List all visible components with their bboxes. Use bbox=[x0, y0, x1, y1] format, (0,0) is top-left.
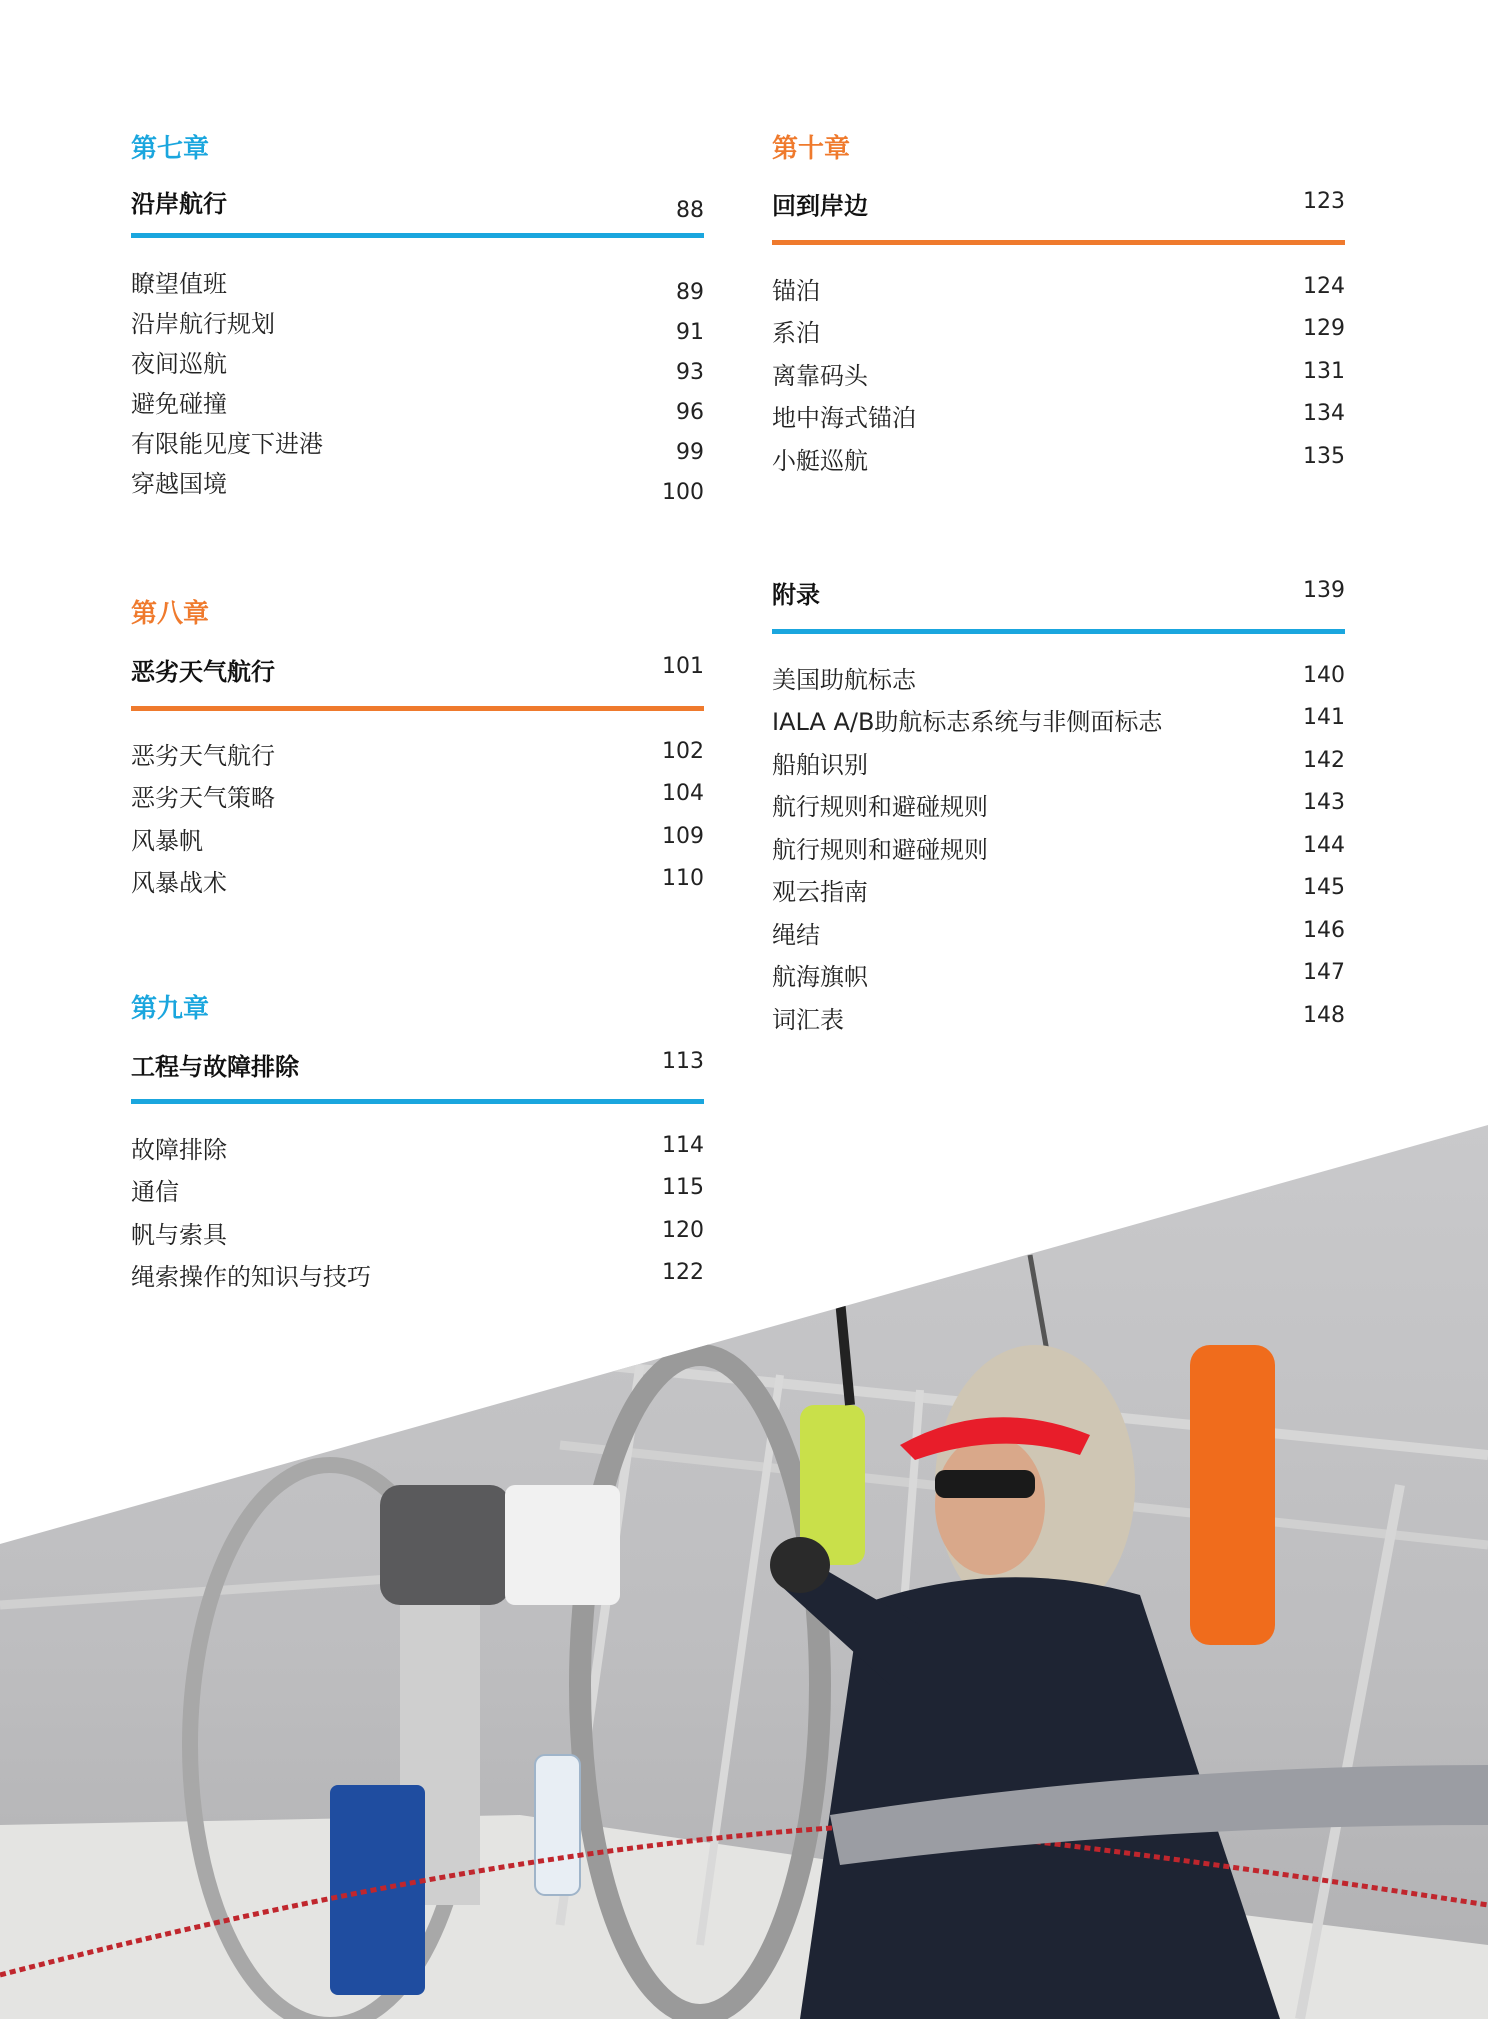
toc-item[interactable]: 穿越国境 bbox=[131, 470, 227, 498]
section-page-number: 113 bbox=[662, 1049, 704, 1074]
toc-page-number: 145 bbox=[1303, 875, 1345, 900]
toc-page-number: 148 bbox=[1303, 1003, 1345, 1028]
toc-item[interactable]: 风暴帆 bbox=[131, 827, 203, 855]
toc-page-number: 143 bbox=[1303, 790, 1345, 815]
toc-page-number: 89 bbox=[676, 280, 704, 305]
toc-page-number: 115 bbox=[662, 1175, 704, 1200]
toc-item[interactable]: 航海旗帜 bbox=[772, 963, 868, 991]
toc-item[interactable]: 通信 bbox=[131, 1178, 179, 1206]
toc-page-number: 140 bbox=[1303, 663, 1345, 688]
toc-page-number: 129 bbox=[1303, 316, 1345, 341]
toc-item[interactable]: 地中海式锚泊 bbox=[772, 404, 916, 432]
toc-item[interactable]: 词汇表 bbox=[772, 1006, 844, 1034]
toc-page-number: 120 bbox=[662, 1218, 704, 1243]
section-page-number: 101 bbox=[662, 654, 704, 679]
toc-page-number: 91 bbox=[676, 320, 704, 345]
toc-item[interactable]: 航行规则和避碰规则 bbox=[772, 793, 988, 821]
toc-item[interactable]: 风暴战术 bbox=[131, 869, 227, 897]
toc-item[interactable]: 沿岸航行规划 bbox=[131, 310, 275, 338]
toc-item[interactable]: 绳索操作的知识与技巧 bbox=[131, 1263, 371, 1291]
toc-item[interactable]: 美国助航标志 bbox=[772, 666, 916, 694]
toc-page-number: 141 bbox=[1303, 705, 1345, 730]
toc-item[interactable]: 锚泊 bbox=[772, 277, 820, 305]
toc-page-number: 93 bbox=[676, 360, 704, 385]
toc-item[interactable]: 恶劣天气航行 bbox=[131, 742, 275, 770]
toc-page-number: 104 bbox=[662, 781, 704, 806]
toc-page-number: 96 bbox=[676, 400, 704, 425]
toc-page-number: 135 bbox=[1303, 444, 1345, 469]
toc-page-number: 124 bbox=[1303, 274, 1345, 299]
toc-item[interactable]: 瞭望值班 bbox=[131, 270, 227, 298]
section-divider bbox=[772, 240, 1345, 245]
chapter-label: 第十章 bbox=[772, 134, 851, 164]
toc-page-number: 122 bbox=[662, 1260, 704, 1285]
toc-page-number: 114 bbox=[662, 1133, 704, 1158]
toc-page-number: 110 bbox=[662, 866, 704, 891]
toc-page-number: 134 bbox=[1303, 401, 1345, 426]
toc-item[interactable]: 系泊 bbox=[772, 319, 820, 347]
section-title[interactable]: 回到岸边 bbox=[772, 192, 868, 220]
toc-page-number: 131 bbox=[1303, 359, 1345, 384]
toc-page-number: 146 bbox=[1303, 918, 1345, 943]
toc-item[interactable]: 离靠码头 bbox=[772, 362, 868, 390]
toc-item[interactable]: 观云指南 bbox=[772, 878, 868, 906]
section-title[interactable]: 工程与故障排除 bbox=[131, 1053, 299, 1081]
toc-item[interactable]: 船舶识别 bbox=[772, 751, 868, 779]
toc-page-number: 109 bbox=[662, 824, 704, 849]
section-divider bbox=[131, 706, 704, 711]
section-page-number: 139 bbox=[1303, 578, 1345, 603]
toc-item[interactable]: 帆与索具 bbox=[131, 1221, 227, 1249]
toc-item[interactable]: 夜间巡航 bbox=[131, 350, 227, 378]
toc-page-number: 100 bbox=[662, 480, 704, 505]
toc-page-number: 102 bbox=[662, 739, 704, 764]
chapter-label: 第九章 bbox=[131, 994, 210, 1024]
chapter-label: 第八章 bbox=[131, 599, 210, 629]
toc-page-number: 142 bbox=[1303, 748, 1345, 773]
toc-item[interactable]: 航行规则和避碰规则 bbox=[772, 836, 988, 864]
section-divider bbox=[131, 233, 704, 238]
toc-item[interactable]: 绳结 bbox=[772, 921, 820, 949]
section-page-number: 88 bbox=[676, 198, 704, 223]
toc-item[interactable]: 有限能见度下进港 bbox=[131, 430, 323, 458]
toc-item[interactable]: IALA A/B助航标志系统与非侧面标志 bbox=[772, 708, 1163, 736]
section-title[interactable]: 沿岸航行 bbox=[131, 190, 227, 218]
section-divider bbox=[772, 629, 1345, 634]
toc-page-number: 144 bbox=[1303, 833, 1345, 858]
section-title[interactable]: 附录 bbox=[772, 581, 820, 609]
toc-item[interactable]: 避免碰撞 bbox=[131, 390, 227, 418]
section-page-number: 123 bbox=[1303, 189, 1345, 214]
section-divider bbox=[131, 1099, 704, 1104]
toc-page-number: 147 bbox=[1303, 960, 1345, 985]
toc-item[interactable]: 恶劣天气策略 bbox=[131, 784, 275, 812]
toc-page-number: 99 bbox=[676, 440, 704, 465]
section-title[interactable]: 恶劣天气航行 bbox=[131, 658, 275, 686]
toc-item[interactable]: 小艇巡航 bbox=[772, 447, 868, 475]
chapter-label: 第七章 bbox=[131, 134, 210, 164]
toc-item[interactable]: 故障排除 bbox=[131, 1136, 227, 1164]
